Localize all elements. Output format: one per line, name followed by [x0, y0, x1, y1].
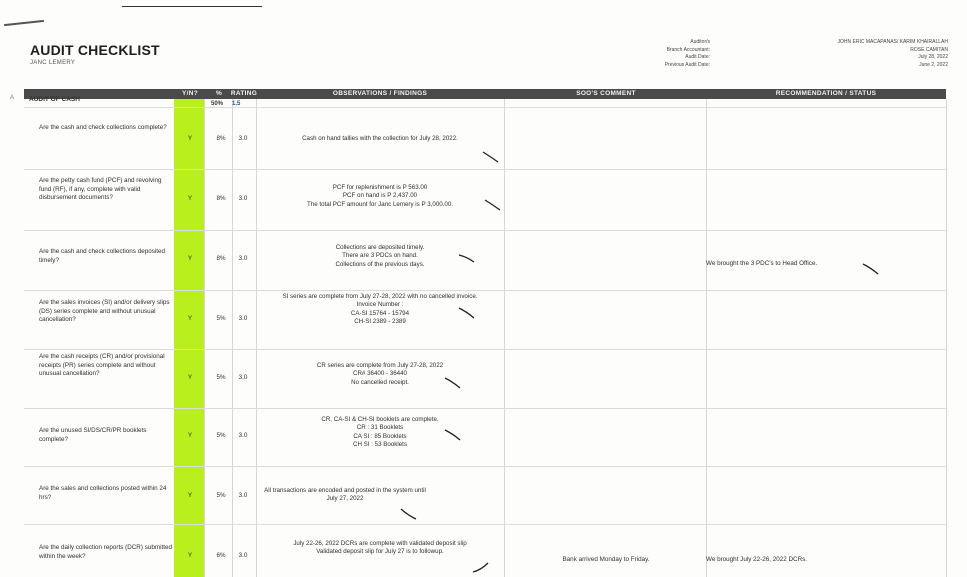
row-yn: Y — [187, 195, 193, 202]
row-percent: 8% — [216, 135, 226, 142]
meta-labels — [600, 39, 710, 69]
row-percent: 5% — [216, 315, 226, 322]
row-observation: SI series are complete from July 27-28, 2022 with no cancelled invoice. Invoice Number : CA-SI 15764 - 15794 CH-SI 2389 - 2389 — [282, 293, 478, 326]
row-observation: CR, CA-SI & CH-SI booklets are complete. CR : 31 Booklets CA SI : 85 Booklets CH SI : 53 Booklets — [321, 416, 439, 449]
meta-label-previous-audit-date: Previous Audit Date: — [664, 61, 710, 68]
row-yn: Y — [187, 432, 193, 439]
row-observation: All transactions are encoded and posted in the system until July 27, 2022 — [264, 487, 426, 503]
meta-label-branch-accountant: Branch Accountant: — [666, 46, 710, 53]
question-sales-posted-24hrs: Are the sales and collections posted within 24 hrs? — [39, 485, 167, 501]
question-cash-receipts-series: Are the cash receipts (CR) and/or provisional receipts (PR) series complete and without unusual cancellation? — [39, 353, 165, 378]
check-mark-icon — [400, 507, 418, 519]
check-mark-icon — [482, 150, 500, 162]
section-title: AUDIT OF CASH — [29, 96, 80, 103]
row-soo-comment: Bank arrived Monday to Friday. — [562, 556, 650, 563]
row-divider — [24, 169, 946, 170]
row-divider — [24, 408, 946, 409]
row-observation: CR series are complete from July 27-28, 2022 CR# 36400 - 36440 No cancelled receipt. — [316, 362, 444, 386]
column-divider — [204, 99, 205, 577]
question-sales-invoices-series: Are the sales invoices (SI) and/or delivery slips (DS) series complete and without unusual cancellation? — [39, 299, 170, 324]
meta-value-previous-audit-date: June 2, 2022 — [919, 61, 948, 68]
row-divider — [24, 290, 946, 291]
row-yn: Y — [187, 374, 193, 381]
row-percent: 5% — [216, 374, 226, 381]
row-rating: 3.0 — [238, 432, 248, 439]
column-divider — [946, 99, 947, 577]
row-yn: Y — [187, 255, 193, 262]
row-observation: Collections are deposited timely. There are 3 PDCs on hand. Collections of the previous days. — [335, 244, 425, 268]
row-divider — [24, 349, 946, 350]
header-yn: Y/N? — [181, 90, 198, 97]
row-yn: Y — [187, 135, 193, 142]
column-divider — [504, 99, 505, 577]
check-mark-icon — [444, 376, 462, 388]
row-observation: July 22-26, 2022 DCRs are complete with validated deposit slip Validated deposit slip for July 27 is to followup. — [293, 540, 467, 556]
question-petty-cash-fund: Are the petty cash fund (PCF) and revolving fund (RF), if any, complete with valid disbursement documents? — [39, 177, 162, 202]
row-percent: 6% — [216, 552, 226, 559]
header-percent: % — [215, 90, 223, 97]
header-rating: RATING — [230, 90, 258, 97]
check-mark-icon — [458, 306, 476, 318]
row-percent: 5% — [216, 432, 226, 439]
column-divider — [232, 99, 233, 577]
check-mark-icon — [484, 198, 502, 210]
column-divider — [706, 99, 707, 577]
row-yn: Y — [187, 552, 193, 559]
section-letter: A — [10, 95, 15, 101]
row-recommendation: We brought the 3 PDC's to Head Office. — [706, 260, 818, 267]
row-rating: 3.0 — [238, 195, 248, 202]
check-mark-icon — [458, 252, 476, 264]
question-unused-booklets: Are the unused SI/DS/CR/PR booklets complete? — [39, 427, 147, 443]
row-percent: 5% — [216, 492, 226, 499]
header-observations: OBSERVATIONS / FINDINGS — [332, 90, 428, 97]
section-rating: 1.5 — [232, 101, 241, 107]
row-observation: PCF for replenishment is P 563.00 PCF on hand is P 2,437.00 The total PCF amount for Janc Lemery is P 3,000.00. — [306, 184, 454, 208]
row-rating: 3.0 — [238, 492, 248, 499]
row-divider — [24, 524, 946, 525]
row-divider — [24, 107, 946, 108]
meta-values — [760, 39, 948, 69]
meta-value-branch-accountant: ROSE CAMITAN — [910, 46, 948, 53]
row-yn: Y — [187, 315, 193, 322]
check-mark-icon — [862, 262, 880, 274]
scan-edge-line — [122, 6, 262, 7]
section-percent: 50% — [211, 101, 224, 107]
row-rating: 3.0 — [238, 315, 248, 322]
row-rating: 3.0 — [238, 255, 248, 262]
row-rating: 3.0 — [238, 135, 248, 142]
row-percent: 8% — [216, 255, 226, 262]
question-cash-collections-complete: Are the cash and check collections complete? — [39, 124, 167, 131]
question-collections-deposited-timely: Are the cash and check collections deposited timely? — [39, 248, 166, 264]
row-recommendation: We brought July 22-26, 2022 DCRs. — [706, 556, 808, 563]
row-observation: Cash on hand tallies with the collection for July 28, 2022. — [302, 135, 458, 142]
meta-label-auditors: Auditor/s — [690, 39, 710, 45]
scan-mark — [4, 20, 44, 26]
meta-value-auditors: JOHN ERIC MACAPANAS/ KARIM KHAIRALLAH — [837, 39, 948, 45]
row-divider — [24, 230, 946, 231]
document-title: AUDIT CHECKLIST — [30, 42, 160, 58]
row-divider — [24, 466, 946, 467]
branch-name: JANC LEMERY — [30, 60, 76, 66]
column-divider — [256, 99, 257, 577]
question-dcr-submitted: Are the daily collection reports (DCR) submitted within the week? — [39, 544, 172, 560]
row-rating: 3.0 — [238, 552, 248, 559]
meta-label-audit-date: Audit Date: — [685, 54, 710, 60]
row-rating: 3.0 — [238, 374, 248, 381]
check-mark-icon — [472, 560, 490, 572]
row-percent: 8% — [216, 195, 226, 202]
meta-value-audit-date: July 28, 2022 — [918, 54, 948, 60]
check-mark-icon — [444, 428, 462, 440]
header-recommendation: RECOMMENDATION / STATUS — [775, 90, 877, 97]
yn-highlight-column — [174, 99, 204, 577]
header-soo-comment: SOO'S COMMENT — [576, 90, 636, 97]
row-yn: Y — [187, 492, 193, 499]
